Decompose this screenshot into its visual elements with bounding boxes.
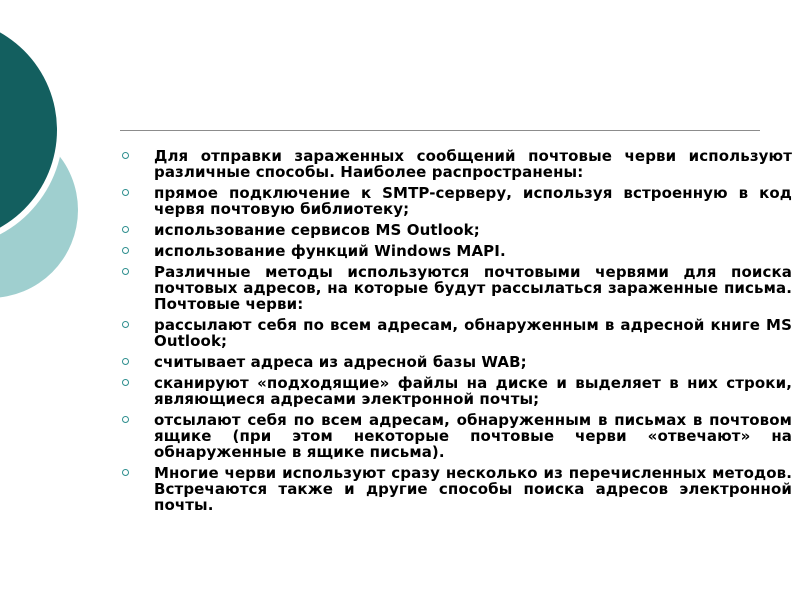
bullet-circle-icon bbox=[122, 268, 129, 275]
list-item-text: Многие черви используют сразу несколько из перечисленных методов. Встречаются также и другие способы поиска адресов электронной почты. bbox=[154, 464, 792, 514]
bullet-list bbox=[122, 148, 792, 518]
list-item bbox=[122, 243, 792, 259]
bullet-circle-icon bbox=[122, 247, 129, 254]
list-item bbox=[122, 412, 792, 460]
list-item-text: Различные методы используются почтовыми червями для поиска почтовых адресов, на которые будут рассылаться зараженные письма. Почтовые черви: bbox=[154, 263, 792, 313]
list-item bbox=[122, 354, 792, 370]
list-item bbox=[122, 465, 792, 513]
list-item-text: Для отправки зараженных сообщений почтовые черви используют различные способы. Наиболее распространены: bbox=[154, 147, 792, 181]
bullet-circle-icon bbox=[122, 189, 129, 196]
list-item-text: отсылают себя по всем адресам, обнаруженным в письмах в почтовом ящике (при этом некоторые почтовые черви «отвечают» на обнаруженные в ящике письма). bbox=[154, 411, 792, 461]
list-item-text: использование функций Windows MAPI. bbox=[154, 242, 506, 260]
bullet-circle-icon bbox=[122, 469, 129, 476]
bullet-circle-icon bbox=[122, 416, 129, 423]
bullet-circle-icon bbox=[122, 321, 129, 328]
list-item bbox=[122, 222, 792, 238]
bullet-circle-icon bbox=[122, 226, 129, 233]
list-item bbox=[122, 264, 792, 312]
list-item-text: сканируют «подходящие» файлы на диске и выделяет в них строки, являющиеся адресами электронной почты; bbox=[154, 374, 792, 408]
list-item bbox=[122, 317, 792, 349]
title-divider bbox=[120, 130, 760, 131]
list-item-text: использование сервисов MS Outlook; bbox=[154, 221, 480, 239]
list-item bbox=[122, 148, 792, 180]
list-item-text: прямое подключение к SMTP-серверу, используя встроенную в код червя почтовую библиотеку; bbox=[154, 184, 792, 218]
list-item-text: считывает адреса из адресной базы WAB; bbox=[154, 353, 527, 371]
list-item-text: рассылают себя по всем адресам, обнаруженным в адресной книге MS Outlook; bbox=[154, 316, 792, 350]
list-item bbox=[122, 375, 792, 407]
bullet-circle-icon bbox=[122, 358, 129, 365]
bullet-circle-icon bbox=[122, 379, 129, 386]
list-item bbox=[122, 185, 792, 217]
bullet-circle-icon bbox=[122, 152, 129, 159]
